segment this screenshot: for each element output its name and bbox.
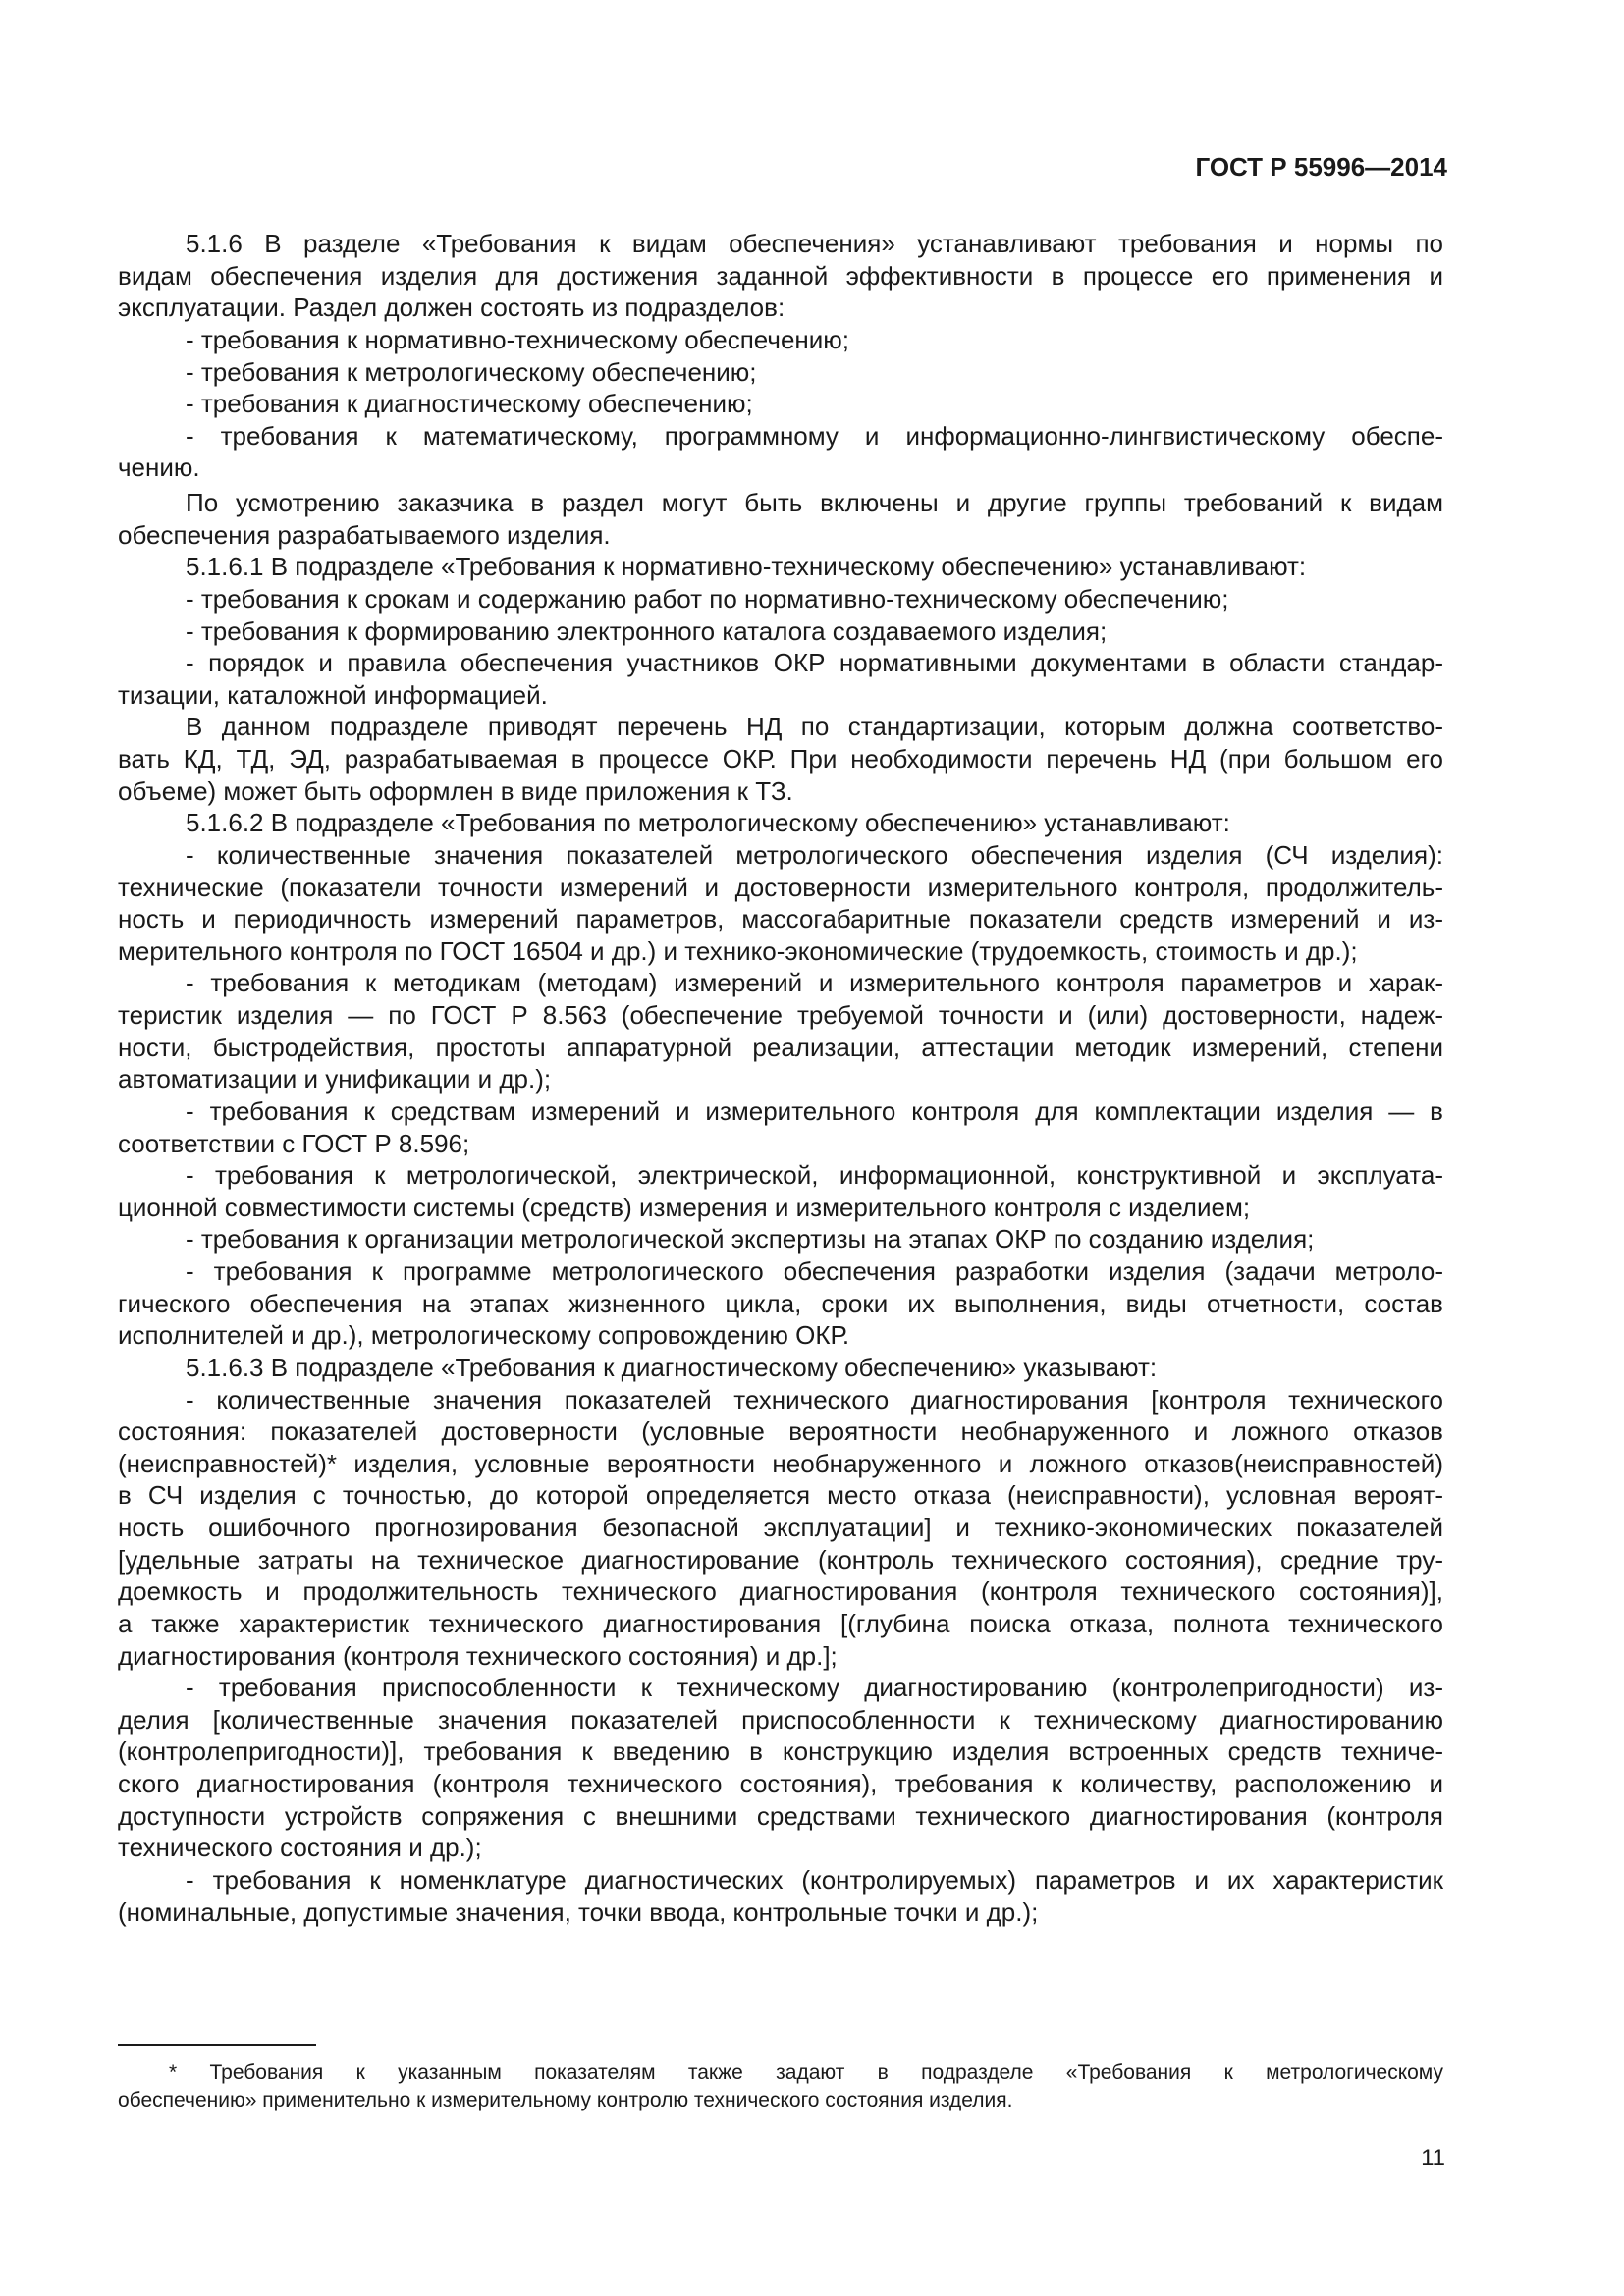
text-line: ность и периодичность измерений параметров, массогабаритные показатели средств измерений и из- <box>118 904 1443 934</box>
text-line: теристик изделия — по ГОСТ Р 8.563 (обеспечение требуемой точности и (или) достоверности, надеж- <box>118 1000 1443 1030</box>
text-line: - требования к диагностическому обеспечению; <box>186 389 753 419</box>
footnote-line: обеспечению» применительно к измерительному контролю технического состояния изделия. <box>118 2089 1013 2111</box>
text-line: автоматизации и унификации и др.); <box>118 1064 552 1095</box>
text-line: - требования к формированию электронного каталога создаваемого изделия; <box>186 615 1108 646</box>
text-line: объеме) может быть оформлен в виде приложения к ТЗ. <box>118 775 793 806</box>
text-line: - требования к методикам (методам) измерений и измерительного контроля параметров и харак- <box>186 968 1443 998</box>
text-line: в СЧ изделия с точностью, до которой определяется место отказа (неисправности), условная вероят- <box>118 1480 1443 1511</box>
text-line: [удельные затраты на техническое диагностирование (контроль технического состояния), средние тру- <box>118 1544 1443 1575</box>
text-line: - количественные значения показателей метрологического обеспечения изделия (СЧ изделия): <box>186 839 1443 870</box>
text-line: гического обеспечения на этапах жизненного цикла, сроки их выполнения, виды отчетности, состав <box>118 1288 1443 1318</box>
text-line: 5.1.6.1 В подразделе «Требования к нормативно-техническому обеспечению» устанавливают: <box>186 552 1307 582</box>
text-line: 5.1.6.3 В подразделе «Требования к диагностическому обеспечению» указывают: <box>186 1352 1158 1382</box>
text-line: - требования к нормативно-техническому обеспечению; <box>186 324 850 354</box>
text-line: В данном подразделе приводят перечень НД по стандартизации, которым должна соответство- <box>186 712 1443 742</box>
text-line: - количественные значения показателей технического диагностирования [контроля технического <box>186 1384 1443 1415</box>
text-line: соответствии с ГОСТ Р 8.596; <box>118 1128 470 1158</box>
text-line: обеспечения разрабатываемого изделия. <box>118 519 611 550</box>
text-line: технического состояния и др.); <box>118 1833 482 1863</box>
text-line: тизации, каталожной информацией. <box>118 679 548 710</box>
text-line: делия [количественные значения показателей приспособленности к техническому диагностированию <box>118 1704 1443 1735</box>
text-line: эксплуатации. Раздел должен состоять из подразделов: <box>118 293 785 323</box>
text-line: По усмотрению заказчика в раздел могут быть включены и другие группы требований к видам <box>186 488 1443 517</box>
text-line: ского диагностирования (контроля технического состояния), требования к количеству, расположению и <box>118 1769 1443 1798</box>
text-line: - требования к номенклатуре диагностических (контролируемых) параметров и их характеристик <box>186 1864 1443 1895</box>
text-line: - требования к метрологической, электрической, информационной, конструктивной и эксплуата- <box>186 1160 1443 1191</box>
text-line: - требования к организации метрологической экспертизы на этапах ОКР по созданию изделия; <box>186 1224 1315 1255</box>
text-line: видам обеспечения изделия для достижения заданной эффективности в процессе его применения и <box>118 260 1443 291</box>
text-line: доемкость и продолжительность технического диагностирования (контроля технического состояния)], <box>118 1576 1443 1607</box>
text-line: - требования к программе метрологического обеспечения разработки изделия (задачи метроло- <box>186 1256 1443 1286</box>
text-line: ности, быстродействия, простоты аппаратурной реализации, аттестации методик измерений, степени <box>118 1032 1443 1062</box>
text-line: (неисправностей)* изделия, условные вероятности необнаруженного и ложного отказов(неисправностей) <box>118 1448 1443 1478</box>
text-line: исполнителей и др.), метрологическому сопровождению ОКР. <box>118 1320 850 1351</box>
text-line: - требования приспособленности к техническому диагностированию (контролепригодности) из- <box>186 1673 1443 1703</box>
footnote-line: * Требования к указанным показателям также задают в подразделе «Требования к метрологическому <box>169 2061 1443 2084</box>
text-line: - требования к средствам измерений и измерительного контроля для комплектации изделия — в <box>186 1095 1443 1126</box>
document-body <box>118 228 1443 1928</box>
text-line: диагностирования (контроля технического состояния) и др.]; <box>118 1640 838 1671</box>
text-line: 5.1.6.2 В подразделе «Требования по метрологическому обеспечению» устанавливают: <box>186 808 1230 838</box>
document-code: ГОСТ Р 55996—2014 <box>1195 152 1447 182</box>
text-line: (номинальные, допустимые значения, точки ввода, контрольные точки и др.); <box>118 1896 1039 1927</box>
text-line: 5.1.6 В разделе «Требования к видам обеспечения» устанавливают требования и нормы по <box>186 229 1443 258</box>
text-line: вать КД, ТД, ЭД, разрабатываемая в процессе ОКР. При необходимости перечень НД (при большом его <box>118 744 1443 774</box>
text-line: состояния: показателей достоверности (условные вероятности необнаруженного и ложного отказов <box>118 1416 1443 1447</box>
text-line: а также характеристик технического диагностирования [(глубина поиска отказа, полнота технического <box>118 1608 1443 1638</box>
text-line: - требования к математическому, программному и информационно-лингвистическому обеспе- <box>186 420 1443 451</box>
text-line: мерительного контроля по ГОСТ 16504 и др.) и технико-экономические (трудоемкость, стоимость и др.); <box>118 935 1358 966</box>
footnote-rule <box>118 2044 316 2046</box>
footnote <box>118 2059 1443 2114</box>
text-line: ность ошибочного прогнозирования безопасной эксплуатации] и технико-экономических показателей <box>118 1513 1443 1542</box>
text-line: технические (показатели точности измерений и достоверности измерительного контроля, продолжитель- <box>118 872 1443 902</box>
page-number: 11 <box>1421 2145 1445 2171</box>
text-line: - требования к срокам и содержанию работ по нормативно-техническому обеспечению; <box>186 583 1229 614</box>
text-line: ционной совместимости системы (средств) измерения и измерительного контроля с изделием; <box>118 1192 1251 1222</box>
text-line: доступности устройств сопряжения с внешними средствами технического диагностирования (контроля <box>118 1800 1443 1831</box>
text-line: - порядок и правила обеспечения участников ОКР нормативными документами в области стандар- <box>186 648 1443 678</box>
text-line: - требования к метрологическому обеспечению; <box>186 356 757 387</box>
text-line: чению. <box>118 453 200 483</box>
text-line: (контролепригодности)], требования к введению в конструкцию изделия встроенных средств техниче- <box>118 1736 1443 1767</box>
